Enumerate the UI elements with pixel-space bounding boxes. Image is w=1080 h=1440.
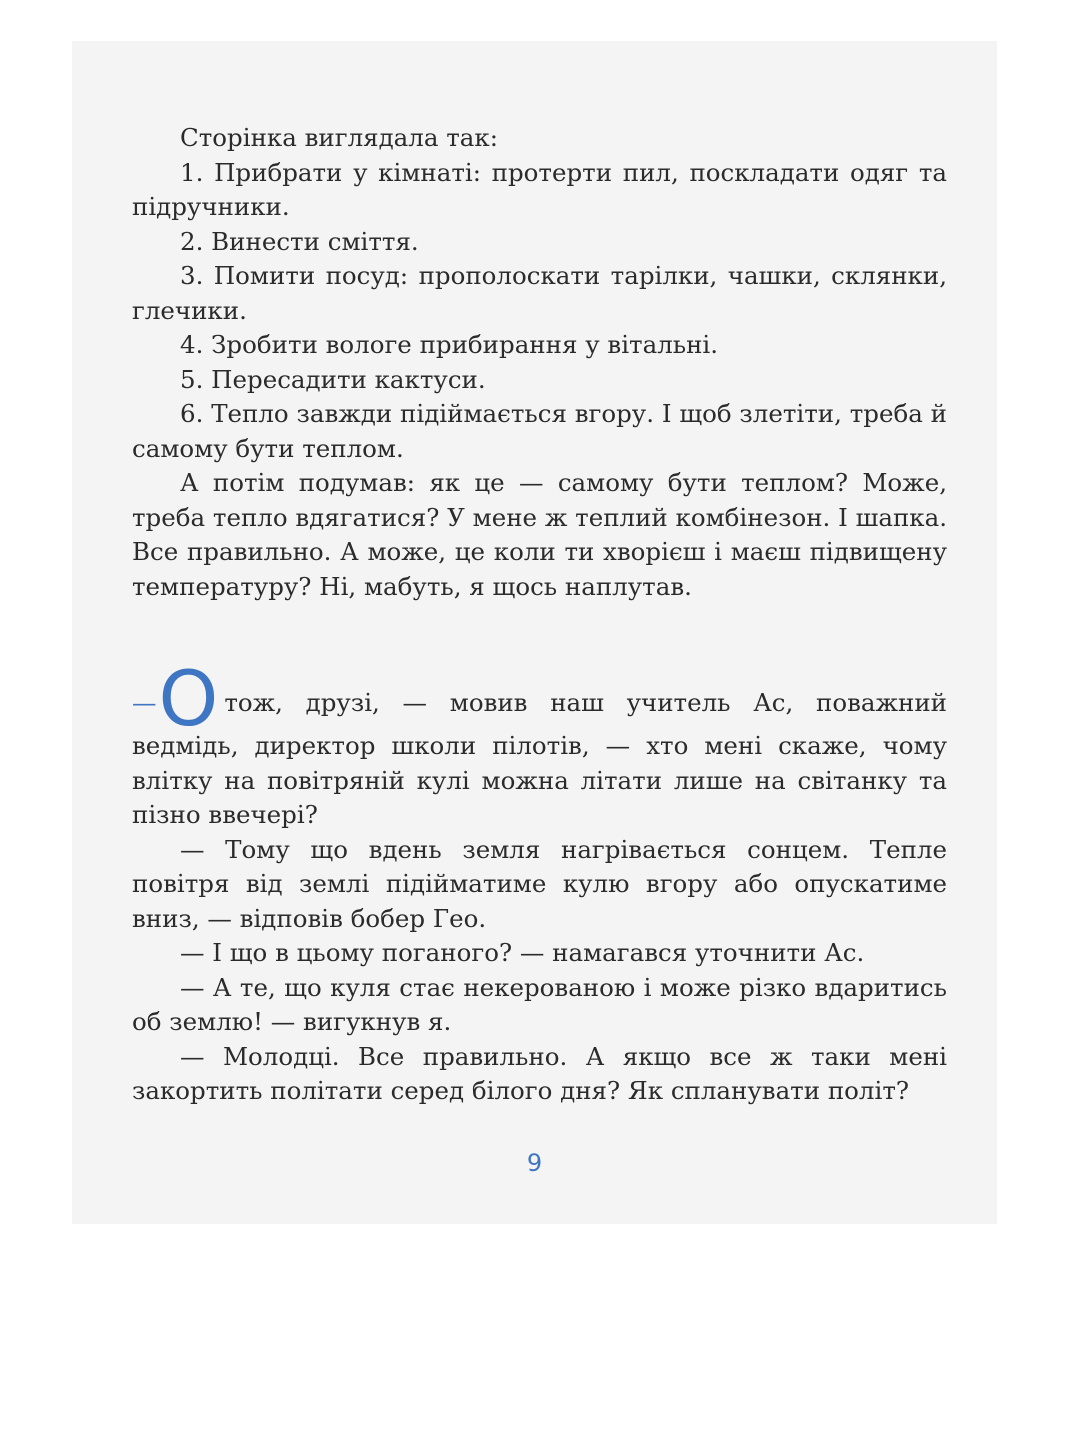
dropcap-paragraph <box>132 654 947 833</box>
list-item: 5. Пересадити кактуси. <box>180 364 486 394</box>
drop-cap-letter: О <box>158 654 219 743</box>
paragraph-text: тож, друзі, — мовив наш учитель Ас, поважний ведмідь, директор школи пілотів, — хто мені скаже, чому влітку на повітряній кулі можна літати лише на світанку та пізно ввечері? <box>132 688 947 829</box>
dialogue-line: — А те, що куля стає некерованою і може різко вдаритись об землю! — вигукнув я. <box>132 972 947 1036</box>
dialogue-line: — Тому що вдень земля нагрівається сонцем. Тепле повітря від землі підійматиме кулю вгору або опускатиме вниз, — відповів бобер Гео. <box>132 834 947 933</box>
text-section-list <box>132 121 947 604</box>
book-page <box>72 41 997 1224</box>
dialogue-line: — І що в цьому поганого? — намагався уточнити Ас. <box>180 938 865 967</box>
page-number: 9 <box>526 1149 543 1177</box>
list-item: 6. Тепло завжди підіймається вгору. І щоб злетіти, треба й самому бути теплом. <box>132 399 947 463</box>
list-item: 3. Помити посуд: прополоскати тарілки, чашки, склянки, глечики. <box>132 261 947 325</box>
list-item: 1. Прибрати у кімнаті: протерти пил, поскладати одяг та підручники. <box>132 157 947 221</box>
list-item: 4. Зробити вологе прибирання у вітальні. <box>180 330 719 359</box>
text-section-dialogue <box>132 654 947 1109</box>
paragraph: Сторінка виглядала так: <box>180 123 498 152</box>
lead-dash: — <box>132 688 157 717</box>
paragraph: А потім подумав: як це — самому бути теплом? Може, треба тепло вдягатися? У мене ж теплий комбінезон. І шапка. Все правильно. А може, це коли ти хворієш і маєш підвищену температуру? Ні, мабуть, я щось наплутав. <box>132 468 947 601</box>
list-item: 2. Винести сміття. <box>180 226 419 256</box>
dialogue-line: — Молодці. Все правильно. А якщо все ж таки мені закортить політати серед білого дня? Як спланувати політ? <box>132 1041 947 1105</box>
